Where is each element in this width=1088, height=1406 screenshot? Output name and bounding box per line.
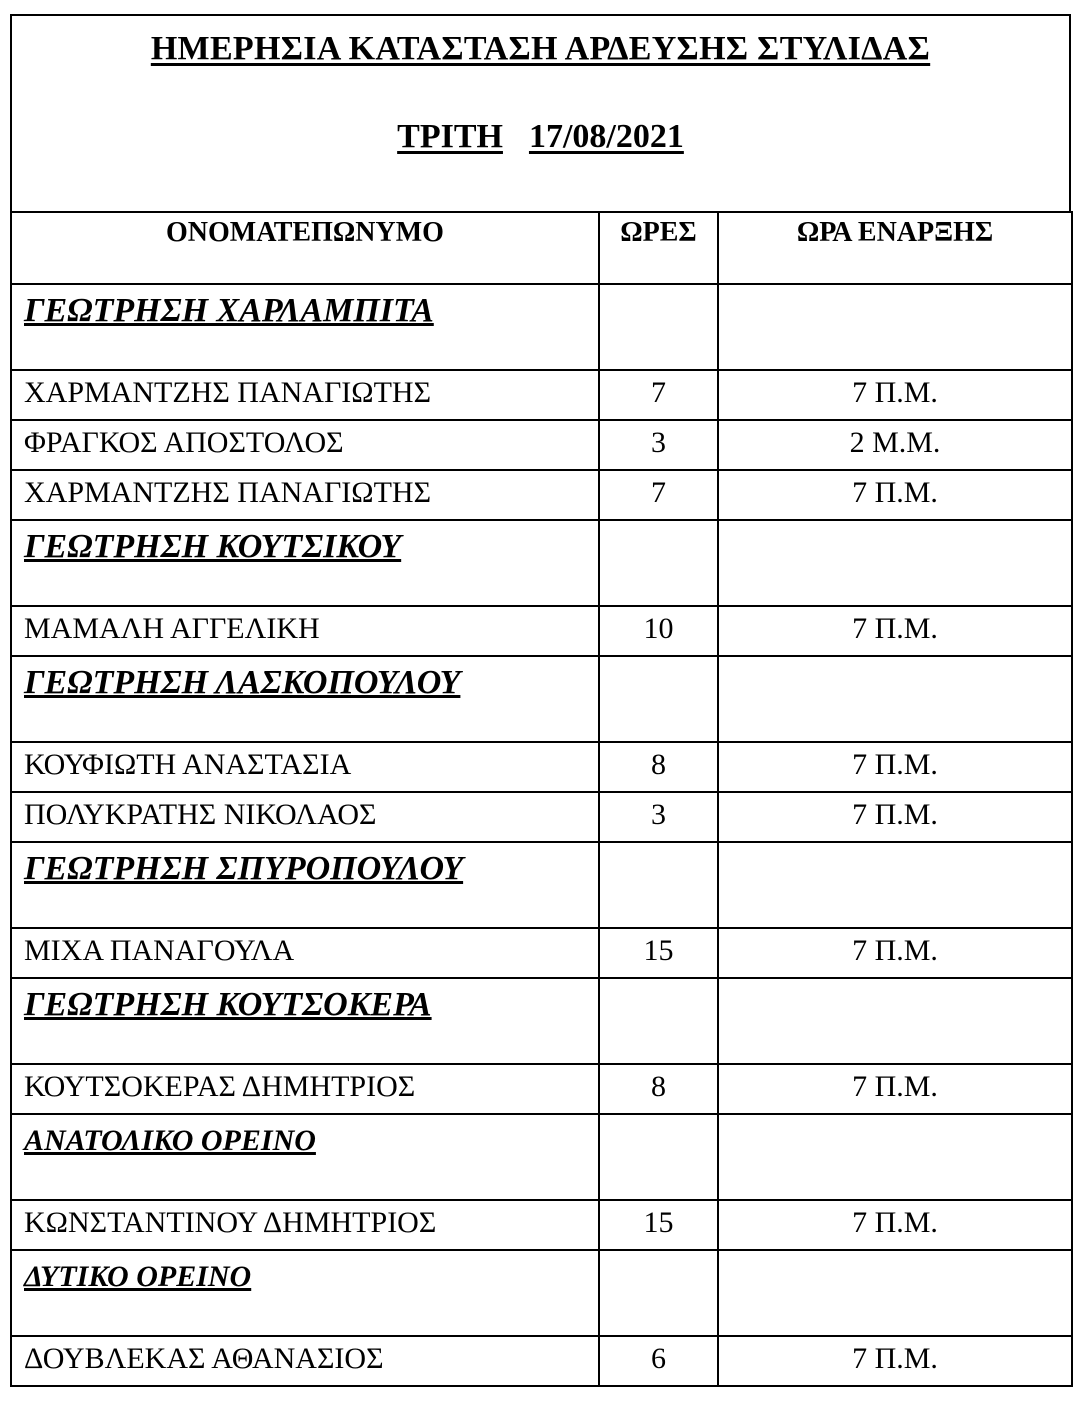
section-start-cell — [718, 656, 1072, 742]
start-time: 7 Π.Μ. — [718, 470, 1072, 520]
section-row — [11, 842, 1072, 928]
person-name: ΠΟΛΥΚΡΑΤΗΣ ΝΙΚΟΛΑΟΣ — [11, 792, 599, 842]
table-row — [11, 742, 1072, 792]
report-header — [10, 14, 1071, 211]
section-hours-cell — [599, 1250, 718, 1336]
start-time: 7 Π.Μ. — [718, 370, 1072, 420]
section-start-cell — [718, 520, 1072, 606]
section-hours-cell — [599, 1114, 718, 1200]
start-time: 7 Π.Μ. — [718, 606, 1072, 656]
irrigation-hours: 15 — [599, 928, 718, 978]
person-name: ΧΑΡΜΑΝΤΖΗΣ ΠΑΝΑΓΙΩΤΗΣ — [11, 370, 599, 420]
irrigation-hours: 3 — [599, 420, 718, 470]
start-time: 7 Π.Μ. — [718, 928, 1072, 978]
start-time: 7 Π.Μ. — [718, 1336, 1072, 1386]
section-row — [11, 520, 1072, 606]
section-row — [11, 284, 1072, 370]
start-time: 7 Π.Μ. — [718, 1064, 1072, 1114]
column-header-name: ΟΝΟΜΑΤΕΠΩΝΥΜΟ — [11, 212, 599, 284]
section-hours-cell — [599, 656, 718, 742]
person-name: ΚΟΥΤΣΟΚΕΡΑΣ ΔΗΜΗΤΡΙΟΣ — [11, 1064, 599, 1114]
section-row — [11, 1250, 1072, 1336]
report-title: ΗΜΕΡΗΣΙΑ ΚΑΤΑΣΤΑΣΗ ΑΡΔΕΥΣΗΣ ΣΤΥΛΙΔΑΣ — [150, 30, 931, 67]
section-start-cell — [718, 978, 1072, 1064]
start-time: 7 Π.Μ. — [718, 1200, 1072, 1250]
person-name: ΚΟΥΦΙΩΤΗ ΑΝΑΣΤΑΣΙΑ — [11, 742, 599, 792]
section-title: ΓΕΩΤΡΗΣΗ ΚΟΥΤΣΙΚΟΥ — [11, 520, 599, 606]
table-header-row — [11, 212, 1072, 284]
report-date-line — [12, 117, 1069, 157]
section-hours-cell — [599, 978, 718, 1064]
section-start-cell — [718, 1114, 1072, 1200]
irrigation-hours: 6 — [599, 1336, 718, 1386]
person-name: ΚΩΝΣΤΑΝΤΙΝΟΥ ΔΗΜΗΤΡΙΟΣ — [11, 1200, 599, 1250]
table-row — [11, 1200, 1072, 1250]
person-name: ΜΙΧΑ ΠΑΝΑΓΟΥΛΑ — [11, 928, 599, 978]
table-row — [11, 928, 1072, 978]
section-title: ΓΕΩΤΡΗΣΗ ΣΠΥΡΟΠΟΥΛΟΥ — [11, 842, 599, 928]
irrigation-hours: 15 — [599, 1200, 718, 1250]
section-hours-cell — [599, 284, 718, 370]
irrigation-hours: 10 — [599, 606, 718, 656]
report-day: ΤΡΙΤΗ — [397, 118, 503, 155]
section-title: ΔΥΤΙΚΟ ΟΡΕΙΝΟ — [11, 1250, 599, 1336]
section-title: ΓΕΩΤΡΗΣΗ ΧΑΡΛΑΜΠΙΤΑ — [11, 284, 599, 370]
irrigation-hours: 7 — [599, 370, 718, 420]
table-row — [11, 606, 1072, 656]
section-row — [11, 656, 1072, 742]
table-row — [11, 1064, 1072, 1114]
table-row — [11, 470, 1072, 520]
table-row — [11, 1336, 1072, 1386]
irrigation-report — [10, 14, 1071, 1387]
column-header-hours: ΩΡΕΣ — [599, 212, 718, 284]
section-row — [11, 1114, 1072, 1200]
section-title: ΓΕΩΤΡΗΣΗ ΛΑΣΚΟΠΟΥΛΟΥ — [11, 656, 599, 742]
column-header-start: ΩΡΑ ΕΝΑΡΞΗΣ — [718, 212, 1072, 284]
section-hours-cell — [599, 520, 718, 606]
table-row — [11, 792, 1072, 842]
start-time: 7 Π.Μ. — [718, 742, 1072, 792]
table-row — [11, 370, 1072, 420]
start-time: 7 Π.Μ. — [718, 792, 1072, 842]
section-hours-cell — [599, 842, 718, 928]
irrigation-hours: 8 — [599, 1064, 718, 1114]
section-row — [11, 978, 1072, 1064]
table-row — [11, 420, 1072, 470]
irrigation-hours: 8 — [599, 742, 718, 792]
section-start-cell — [718, 284, 1072, 370]
section-start-cell — [718, 842, 1072, 928]
irrigation-hours: 7 — [599, 470, 718, 520]
section-start-cell — [718, 1250, 1072, 1336]
report-date: 17/08/2021 — [528, 118, 684, 155]
irrigation-hours: 3 — [599, 792, 718, 842]
person-name: ΧΑΡΜΑΝΤΖΗΣ ΠΑΝΑΓΙΩΤΗΣ — [11, 470, 599, 520]
person-name: ΦΡΑΓΚΟΣ ΑΠΟΣΤΟΛΟΣ — [11, 420, 599, 470]
person-name: ΜΑΜΑΛΗ ΑΓΓΕΛΙΚΗ — [11, 606, 599, 656]
section-title: ΑΝΑΤΟΛΙΚΟ ΟΡΕΙΝΟ — [11, 1114, 599, 1200]
irrigation-table — [10, 211, 1073, 1387]
person-name: ΔΟΥΒΛΕΚΑΣ ΑΘΑΝΑΣΙΟΣ — [11, 1336, 599, 1386]
start-time: 2 Μ.Μ. — [718, 420, 1072, 470]
section-title: ΓΕΩΤΡΗΣΗ ΚΟΥΤΣΟΚΕΡΑ — [11, 978, 599, 1064]
